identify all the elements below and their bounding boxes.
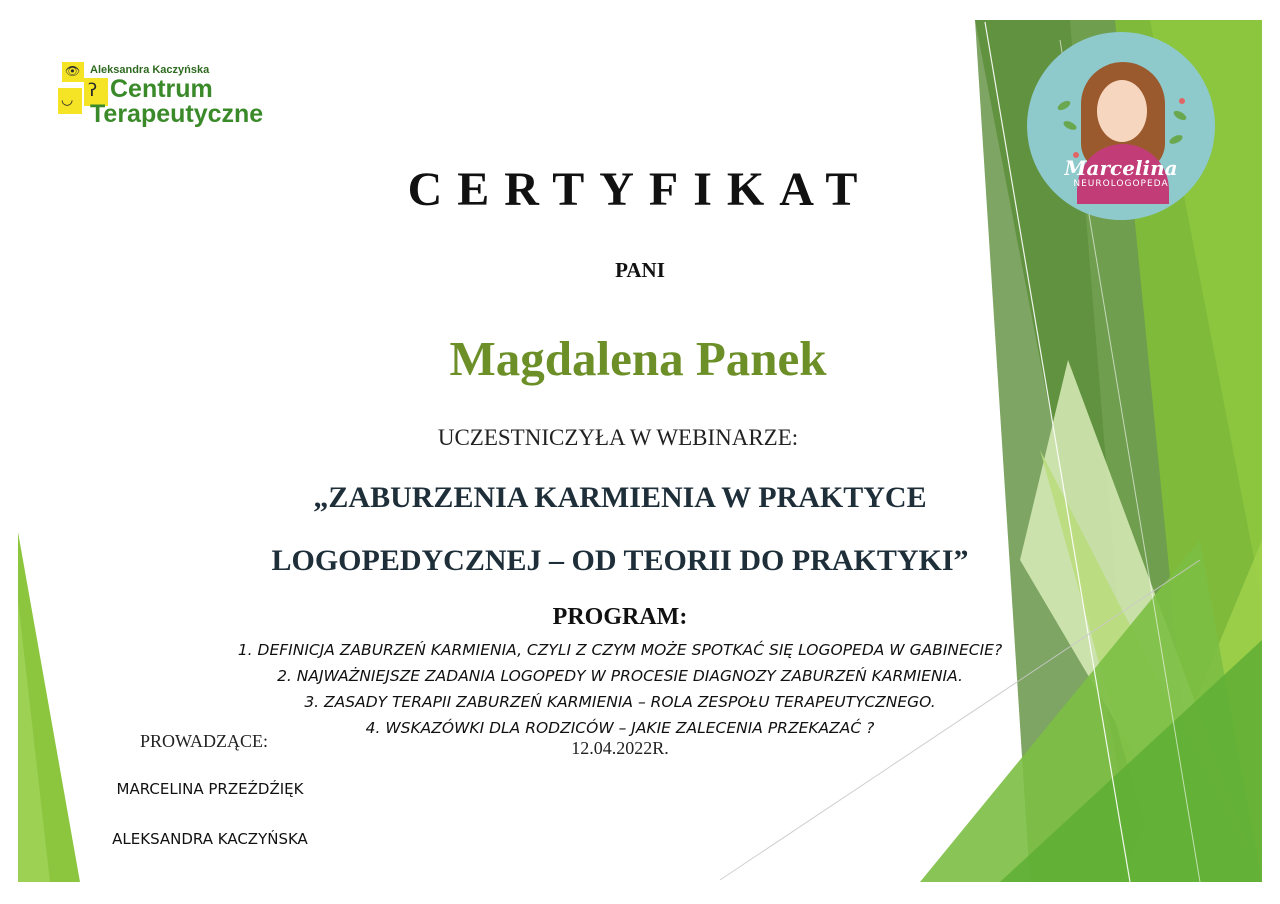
program-item: 1. DEFINICJA ZABURZEŃ KARMIENIA, CZYLI Z CZYM MOŻE SPOTKAĆ SIĘ LOGOPEDA W GABINECIE?	[237, 641, 1003, 659]
centrum-terapeutyczne-logo	[48, 56, 284, 132]
webinar-title-line1: „ZABURZENIA KARMIENIA W PRAKTYCE	[313, 481, 927, 514]
program-item: 4. WSKAZÓWKI DLA RODZICÓW – JAKIE ZALECENIA PRZEKAZAĆ ?	[365, 719, 875, 737]
recipient-name: Magdalena Panek	[449, 331, 827, 386]
mouth-icon: ◡	[61, 92, 74, 108]
logo-name-line2: Terapeutyczne	[90, 100, 264, 128]
badge-signature: Marcelina	[1064, 156, 1178, 180]
logo-name-line1: Centrum	[110, 75, 213, 103]
eye-icon: 👁	[65, 64, 81, 78]
leaf-icon	[1062, 119, 1078, 131]
berry-icon	[1179, 98, 1185, 104]
leaf-icon	[1168, 133, 1184, 145]
ear-icon: ʔ	[88, 80, 98, 101]
logo-owner: Aleksandra Kaczyńska	[90, 64, 210, 76]
leaders-label: PROWADZĄCE:	[140, 731, 269, 751]
certificate-title: CERTYFIKAT	[407, 163, 873, 216]
salutation: PANI	[615, 258, 665, 282]
webinar-date: 12.04.2022R.	[571, 738, 669, 758]
webinar-title-line2: LOGOPEDYCZNEJ – OD TEORII DO PRAKTYKI”	[271, 544, 969, 577]
leaf-icon	[1056, 99, 1072, 112]
program-list	[0, 637, 1240, 741]
program-heading: PROGRAM:	[552, 604, 688, 630]
attended-text: UCZESTNICZYŁA W WEBINARZE:	[437, 425, 799, 450]
program-item: 2. NAJWAŻNIEJSZE ZADANIA LOGOPEDY W PROCESIE DIAGNOZY ZABURZEŃ KARMIENIA.	[277, 667, 963, 685]
leaf-icon	[1172, 109, 1188, 122]
leader-name: ALEKSANDRA KACZYŃSKA	[112, 830, 308, 848]
badge-role: NEUROLOGOPEDA	[1073, 179, 1169, 189]
program-item: 3. ZASADY TERAPII ZABURZEŃ KARMIENIA – ROLA ZESPOŁU TERAPEUTYCZNEGO.	[304, 693, 936, 711]
leader-name: MARCELINA PRZEŹDŹIĘK	[116, 780, 304, 798]
avatar-face	[1097, 80, 1147, 142]
